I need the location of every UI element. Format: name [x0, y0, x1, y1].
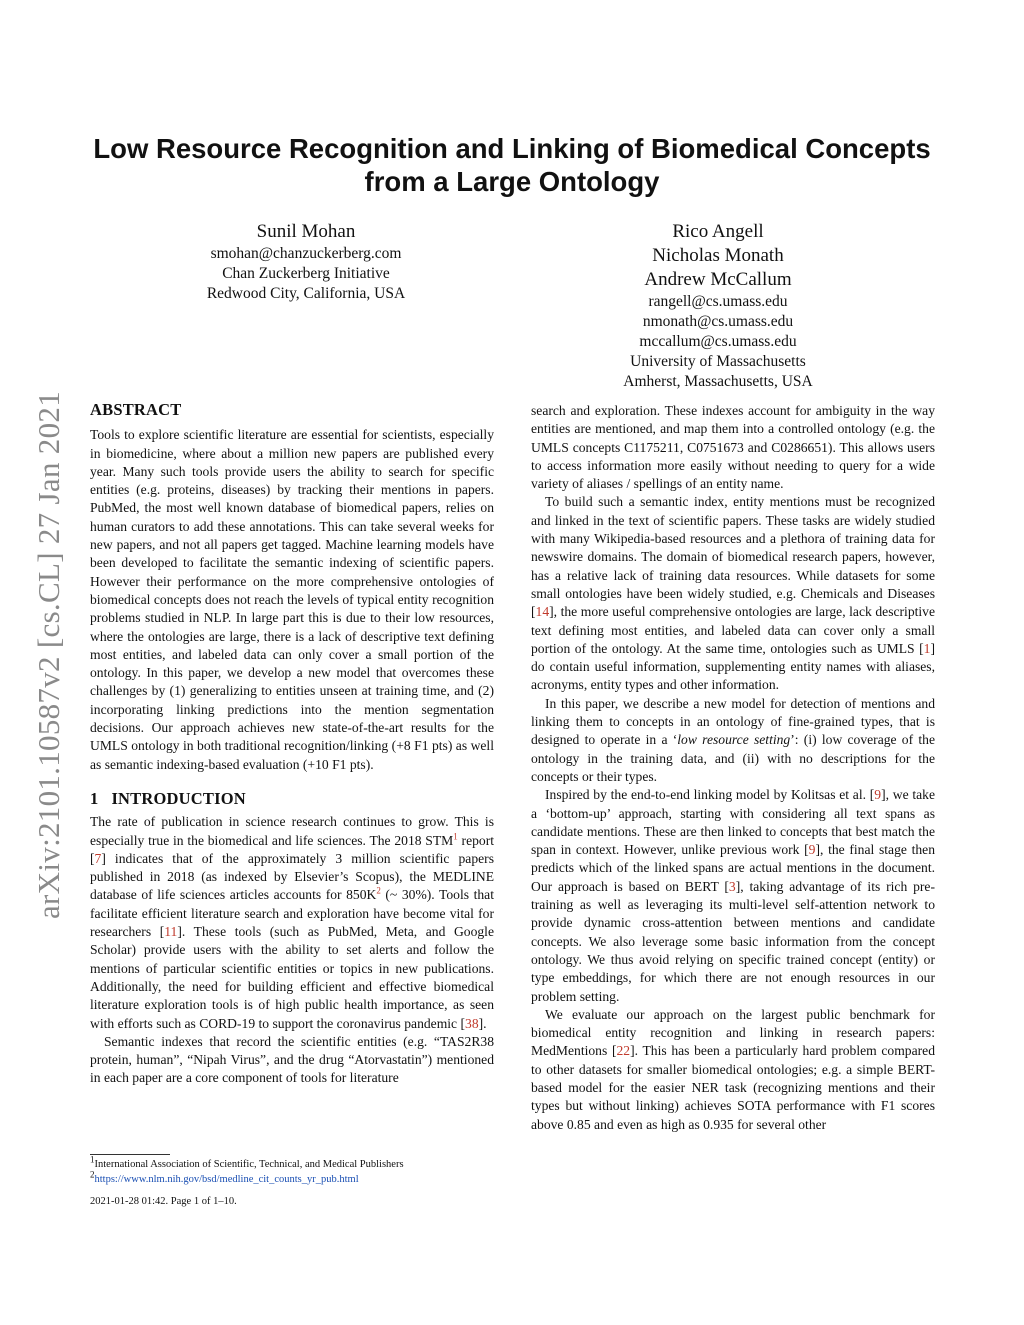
right-paragraph-1: search and exploration. These indexes account for ambiguity in the way entities are mentioned, and map them into a controlled ontology (e.g. the UMLS concepts C1175211, C0751673 and C0286651). This allows users to access information more easily without needing to query for a wide variety of aliases / spellings of an entity name.	[531, 403, 935, 492]
citation-link[interactable]: 3	[728, 878, 736, 894]
left-column	[90, 401, 494, 1088]
citation-link[interactable]: 9	[808, 842, 816, 858]
citation-link[interactable]: 7	[94, 850, 102, 866]
right-paragraph-5: We evaluate our approach on the largest public benchmark for biomedical entity recognition and linking in research papers: MedMentions [22]. This has been a particularly hard problem compared to other datasets for smaller biomedical ontologies; e.g. a simple BERT-based model for the easier NER task (recognizing mentions and their types but without linking) achieves SOTA performance with F1 scores above 0.85 and even as high as 0.935 for several other	[531, 1006, 935, 1132]
footnote-url-link[interactable]: https://www.nlm.nih.gov/bsd/medline_cit_counts_yr_pub.html	[94, 1174, 359, 1185]
title-line-2: from a Large Ontology	[364, 166, 660, 197]
arxiv-identifier	[28, 365, 70, 945]
citation-link[interactable]: 14	[535, 604, 550, 620]
author-name: Andrew McCallum	[644, 269, 792, 290]
section-number: 1	[90, 788, 99, 808]
footnote-ref[interactable]: 2	[376, 885, 381, 896]
author-email: rangell@cs.umass.edu	[648, 293, 788, 310]
arxiv-identifier-text: arXiv:2101.10587v2 [cs.CL] 27 Jan 2021	[31, 390, 66, 920]
author-email: smohan@chanzuckerberg.com	[210, 245, 402, 262]
author-name: Nicholas Monath	[652, 245, 784, 266]
author-email: nmonath@cs.umass.edu	[642, 313, 794, 330]
author-name: Rico Angell	[672, 221, 764, 242]
citation-link[interactable]: 11	[164, 924, 178, 940]
footnote-text: International Association of Scientific, Technical, and Medical Publishers	[94, 1159, 404, 1170]
footnote-2	[90, 1169, 510, 1187]
author-name: Sunil Mohan	[256, 221, 356, 242]
intro-paragraph-2: Semantic indexes that record the scientific entities (e.g. “TAS2R38 protein, human”, “Nipah Virus”, and the drug “Atorvastatin”) mentioned in each paper are a core component of tools for literature	[90, 1033, 494, 1086]
abstract-text: Tools to explore scientific literature are essential for scientists, especially in biomedicine, where about a million new papers are published every year. Many such tools provide users the ability to search for specific entities (e.g. proteins, diseases) by tracking their mentions in papers. PubMed, the most well known database of biomedical papers, relies on human curators to add these annotations. This can take several weeks for new papers, and not all papers get tagged. Machine learning models have been developed to facilitate the semantic indexing of scientific papers. However their performance on the more comprehensive ontologies of biomedical concepts does not reach the levels of typical entity recognition problems studied in NLP. In large part this is due to their low resources, where the ontologies are large, there is a lack of descriptive text defining most entities, and labeled data can only cover a small portion of the ontology. In this paper, we develop a new model that overcomes these challenges by (1) generalizing to entities unseen at training time, and (2) incorporating linking predictions into the mention segmentation decisions. Our approach achieves new state-of-the-art results for the UMLS ontology in both traditional recognition/linking (+8 F1 pts) as well as semantic indexing-based evaluation (+10 F1 pts).	[90, 427, 494, 772]
title-line-1: Low Resource Recognition and Linking of Biomedical Concepts	[93, 133, 931, 164]
right-column	[531, 402, 935, 1134]
citation-link[interactable]: 1	[923, 640, 931, 656]
citation-link[interactable]: 22	[616, 1043, 631, 1059]
page-footer: 2021-01-28 01:42. Page 1 of 1–10.	[90, 1196, 237, 1207]
right-paragraph-4: Inspired by the end-to-end linking model by Kolitsas et al. [9], we take a ‘bottom-up’ approach, starting with considering all text spans as candidate mentions. These are then linked to concepts that best match the span in context. However, unlike previous work [9], the final stage then predicts which of the linked spans are actual mentions in the document. Our approach is based on BERT [3], taking advantage of its rich pre-training as well as leveraging its multi-level self-attention network to provide dynamic cross-attention between mentions and candidate concepts. We also leverage some basic information from the concept ontology. We thus avoid relying on specific trained concept (entity) or type embeddings, for which there are not enough resources in our problem setting.	[531, 787, 936, 1004]
author-affiliation: University of Massachusetts	[630, 353, 806, 370]
footnote-ref[interactable]: 1	[453, 831, 458, 841]
paper-title	[60, 132, 964, 198]
right-paragraph-3: In this paper, we describe a new model for detection of mentions and linking them to concepts in an ontology of fine-grained types, that is designed to operate in a ‘low resource setting’: (i) low coverage of the ontology in the training data, and (ii) with no descriptions for the concepts or their types.	[531, 695, 935, 784]
author-location: Redwood City, California, USA	[206, 285, 406, 302]
intro-paragraph-1: The rate of publication in science research continues to grow. This is especially true in the biomedical and life sciences. The 2018 STM$^1$ report [7] indicates that of the approximately 3 million scientific papers published in 2018 (as indexed by Elsevier’s Scopus), the MEDLINE database of life sciences articles accounts for 850K$^2$ (~ 30%). Tools that facilitate efficient literature search and exploration have become vital for researchers [11]. These tools (such as PubMed, Meta, and Google Scholar) provide users with the ability to set alerts and follow the mentions of particular scientific entities or topics in new publications. Additionally, the need for building efficient and effective biomedical literature exploration tools is of high public health importance, as seen with efforts such as CORD-19 to support the coronavirus pandemic [38].	[90, 814, 494, 1031]
author-email: mccallum@cs.umass.edu	[639, 333, 797, 350]
citation-link[interactable]: 38	[465, 1015, 479, 1031]
section-title: INTRODUCTION	[111, 788, 246, 808]
abstract-heading: ABSTRACT	[90, 400, 182, 419]
right-paragraph-2: To build such a semantic index, entity mentions must be recognized and linked in the text of scientific papers. These tasks are widely studied with many Wikipedia-based resources and a plethora of training data for newswire domains. The domain of biomedical research papers, however, has a relative lack of training data resources. While datasets for some small ontologies have been widely studied, e.g. Chemicals and Diseases [14], the more useful comprehensive ontologies are large, lack descriptive text defining most entities, and labeled data can cover only a small portion of the ontology. At the same time, ontologies such as UMLS [1] do contain useful information, supplementing entity names with aliases, acronyms, entity types and other information.	[531, 494, 935, 693]
citation-link[interactable]: 9	[874, 787, 882, 803]
emphasis: low resource setting	[677, 732, 791, 748]
author-block-right	[568, 220, 868, 392]
footnote-1	[90, 1154, 510, 1172]
footnote-mark: 1	[90, 1154, 95, 1165]
author-location: Amherst, Massachusetts, USA	[623, 373, 813, 390]
footnote-divider	[90, 1154, 170, 1155]
footnote-mark: 2	[90, 1169, 95, 1180]
author-affiliation: Chan Zuckerberg Initiative	[222, 265, 390, 282]
author-block-left	[156, 220, 456, 304]
introduction-heading	[90, 790, 494, 808]
